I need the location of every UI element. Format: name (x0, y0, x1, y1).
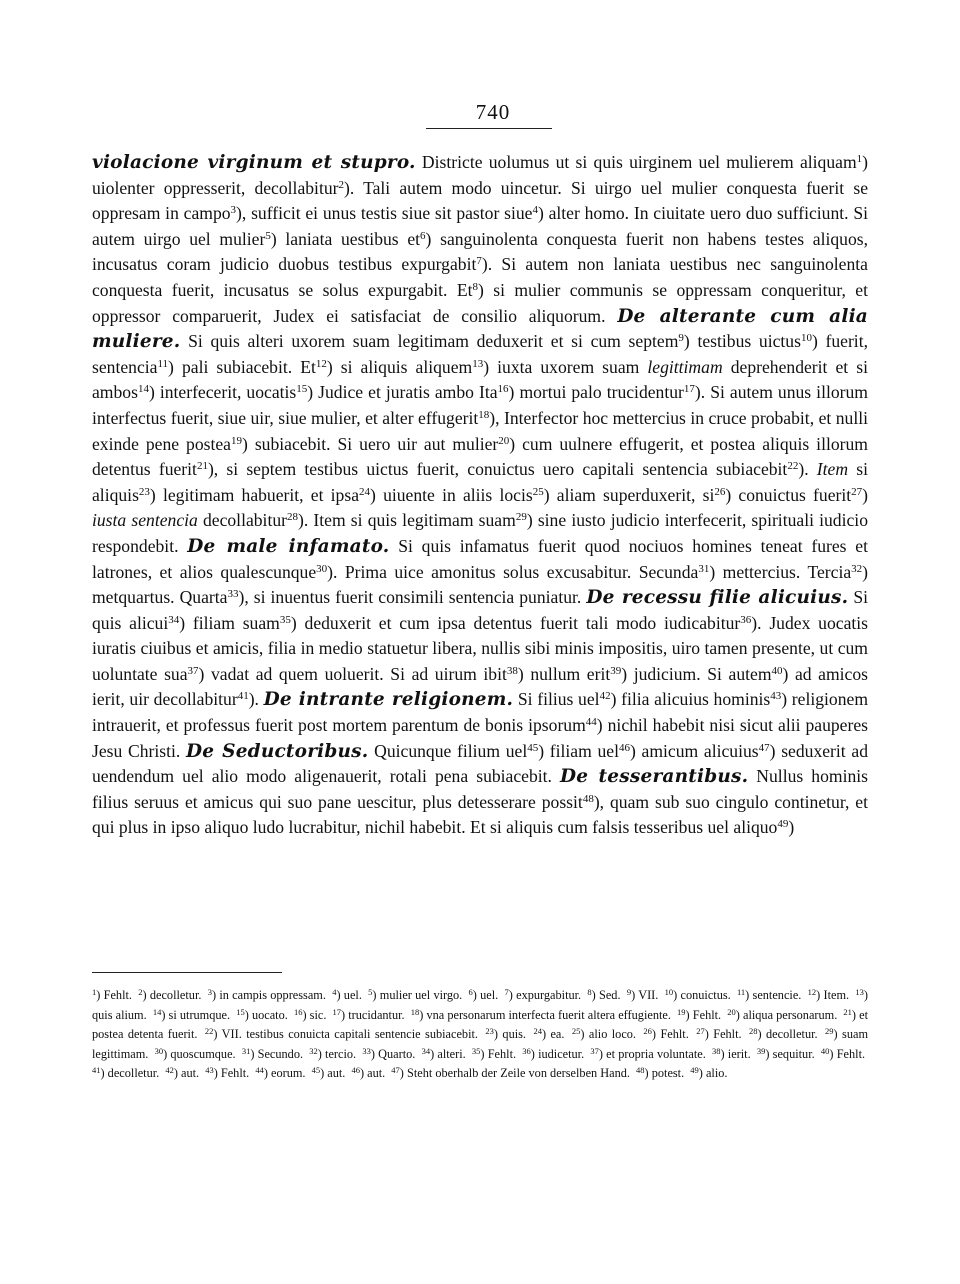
footnote-number: 42 (165, 1065, 174, 1076)
footnote-item: $^{25}$) alio loco. (571, 1026, 636, 1042)
footnote-item: $^{46}$) aut. (351, 1065, 386, 1081)
footnote-text: conuictus. (677, 988, 731, 1002)
footnote-text: VII. testibus conuicta capitali sentencie subiacebit. (217, 1027, 478, 1042)
footnote-text: si utrumque. (165, 1007, 231, 1022)
section-heading: De alterante cum alia muliere. (92, 305, 868, 353)
footnote-ref[interactable]: 44 (585, 716, 597, 729)
footnote-ref[interactable]: 12 (315, 357, 327, 370)
footnote-item: $^1$) Fehlt. (92, 987, 132, 1002)
footnote-text: expurgabitur. (512, 988, 582, 1002)
footnote-text: eorum. (267, 1066, 306, 1081)
text-run: . Item si quis legitimam suam (303, 510, 516, 531)
text-run: fuerit, sentencia (92, 331, 868, 377)
text-run: deprehenderit et si ambos (92, 356, 868, 403)
text-run: vadat ad quem uoluerit. Si ad uirum ibit (204, 663, 507, 684)
footnote-number: 17 (332, 1006, 342, 1017)
footnote-text: decolletur. (146, 988, 202, 1002)
footnote-item: $^8$) Sed. (587, 987, 621, 1002)
text-run: nichil habebit nisi sicut alii pauperes Jesu Christi. (92, 715, 868, 761)
footnote-number: 3 (207, 987, 212, 997)
footnote-text: ea. (546, 1027, 565, 1042)
text-run: Districte uolumus ut si quis uirginem uel mulierem aliquam (415, 152, 857, 172)
footnote-text: VII. (635, 988, 659, 1002)
footnote-text: Fehlt. (656, 1027, 689, 1042)
text-run: decollabitur (197, 510, 287, 531)
text-run: Nullus hominis filius seruus et amicus qui suo pane uescitur, plus detesserare possit (92, 766, 868, 812)
text-run: filiam uel (544, 740, 619, 761)
text-run: , quam sub suo cingulo continetur, et qui plus in ipso aliquo ludo lucrabitur, nichil habebit. Et si aliquis cum falsis tesseribus uel aliquo (92, 791, 868, 838)
footnote-text: Fehlt. (484, 1046, 517, 1061)
italic-run: Item (816, 459, 849, 480)
footnote-ref[interactable]: 21 (196, 460, 208, 473)
footnote-item: $^{37}$) et propria voluntate. (590, 1045, 706, 1061)
text-run: religionem intrauerit, et professus fuerit post mortem parentum de bonis ipsorum (92, 689, 869, 736)
footnote-number: 1 (92, 987, 97, 997)
footnote-text: suam legittimam. (92, 1027, 869, 1061)
footnote-text: et postea detenta fuerit. (92, 1007, 869, 1042)
text-run: . Tali autem modo uincetur. Si uirgo uel mulier conquesta fuerit se oppresam in campo (92, 177, 868, 224)
footnote-number: 8 (587, 987, 592, 997)
footnote-number: 37 (590, 1045, 599, 1056)
footnote-text: uocato. (248, 1007, 288, 1022)
section-heading: violacione virginum et stupro. (92, 152, 416, 173)
footnote-item: $^3$) in campis oppressam. (207, 987, 326, 1002)
footnote-ref[interactable]: 40 (771, 664, 783, 677)
footnote-number: 40 (820, 1045, 830, 1056)
footnote-ref[interactable]: 5 (265, 229, 271, 242)
footnote-item: $^{41}$) decolletur. (92, 1065, 160, 1081)
text-run: metquartus. Quarta (92, 587, 228, 608)
footnote-text: decolletur. (761, 1027, 818, 1042)
footnote-ref[interactable]: 28 (287, 511, 298, 524)
text-run: alter homo. In ciuitate uero duo sufficiunt. Si autem uirgo uel mulier (92, 203, 868, 249)
text-run: . Judex uocatis iuratis ciuibus et amicis, filia in medio statuetur libera, nullis sibi minis impositis, uiro tamen presente, ut cum uoluntate sua (92, 612, 869, 684)
text-run: sine iusto judicio interfecerit, spirituali iudicio respondebit. (92, 510, 868, 556)
footnote-number: 21 (843, 1006, 852, 1017)
footnote-number: 13 (855, 987, 864, 997)
footnote-ref[interactable]: 48 (582, 792, 594, 805)
footnote-item: $^{39}$) sequitur. (756, 1045, 815, 1061)
footnote-ref[interactable]: 42 (599, 690, 611, 703)
footnote-ref[interactable]: 13 (472, 357, 484, 370)
footnote-text: Fehlt. (833, 1046, 866, 1061)
footnote-ref[interactable]: 49 (777, 818, 789, 831)
footnote-item: $^{10}$) conuictus. (664, 987, 731, 1002)
footnote-ref[interactable]: 47 (758, 741, 770, 754)
text-run: . Si autem non laniata uestibus nec sanguinolenta conquesta fuerit, incusatus se solus expurgabit. Et (92, 254, 868, 300)
footnote-number: 41 (92, 1065, 101, 1076)
footnote-number: 10 (664, 987, 674, 997)
footnote-item: $^{29}$) suam legittimam. (92, 1026, 869, 1061)
footnote-ref[interactable]: 34 (168, 613, 180, 626)
footnote-number: 9 (626, 987, 632, 997)
text-run: Quicunque filium uel (368, 740, 528, 761)
text-run: aliam superduxerit, si (549, 484, 715, 505)
footnote-ref[interactable]: 37 (187, 664, 199, 677)
text-run: filia alicuius hominis (616, 689, 771, 710)
footnote-ref[interactable]: 23 (138, 485, 150, 498)
footnote-ref[interactable]: 10 (800, 332, 812, 345)
footnote-number: 20 (727, 1006, 736, 1017)
footnote-ref[interactable]: 2 (338, 178, 344, 191)
footnote-ref[interactable]: 43 (770, 690, 782, 703)
text-run: . (254, 689, 264, 710)
footnote-item: $^2$) decolletur. (138, 987, 202, 1002)
footnote-text: Secundo. (254, 1046, 304, 1061)
footnote-item: $^{17}$) trucidantur. (332, 1006, 405, 1022)
footnote-ref[interactable]: 22 (787, 460, 799, 473)
text-run: iuxta uxorem suam (489, 356, 648, 377)
footnote-text: alio loco. (584, 1027, 636, 1042)
footnote-number: 35 (471, 1045, 481, 1056)
footnote-number: 5 (368, 987, 373, 997)
footnote-item: $^{19}$) Fehlt. (677, 1006, 722, 1022)
footnote-text: aut. (364, 1066, 386, 1081)
footnote-text: Fehlt. (217, 1066, 250, 1081)
footnote-item: $^{31}$) Secundo. (241, 1045, 304, 1061)
footnote-ref[interactable]: 36 (740, 613, 752, 626)
text-run: cum uulnere effugerit, et postea aliquis illorum detentus fuerit (92, 433, 868, 480)
footnote-ref[interactable]: 35 (279, 613, 291, 626)
footnote-ref[interactable]: 27 (851, 485, 863, 498)
footnote-item: $^{33}$) Quarto. (362, 1045, 416, 1061)
footnote-number: 45 (311, 1065, 321, 1076)
footnote-item: $^{35}$) Fehlt. (471, 1045, 517, 1061)
footnote-number: 7 (504, 987, 509, 997)
footnote-item: $^{26}$) Fehlt. (643, 1026, 689, 1042)
footnote-item: $^{34}$) alteri. (421, 1045, 466, 1061)
text-run: si aliquis aliquem (332, 356, 473, 377)
footnote-item: $^{21}$) et postea detenta fuerit. (92, 1006, 869, 1042)
footnote-text: aut. (177, 1066, 200, 1081)
section-heading: De recessu filie alicuius. (586, 587, 849, 609)
section-heading: De tesserantibus. (560, 766, 749, 788)
footnote-number: 29 (825, 1026, 834, 1037)
footnote-ref[interactable]: 39 (610, 664, 622, 677)
text-run: Si quis infamatus fuerit quod nociuos homines teneat fures et latrones, et alios qualescunque (92, 535, 868, 582)
footnote-text: sentencie. (749, 988, 802, 1002)
footnote-text: Sed. (595, 988, 621, 1002)
footnote-number: 15 (236, 1006, 245, 1017)
footnote-item: $^{15}$) uocato. (236, 1006, 288, 1022)
footnote-ref[interactable]: 3 (230, 204, 237, 217)
text-run: , sufficit ei unus testis siue sit pastor siue (241, 203, 533, 224)
text-run: , si septem testibus uictus fuerit, conuictus uero capitali sentencia subiacebit (213, 459, 788, 480)
footnote-text: mulier uel virgo. (376, 988, 463, 1002)
footnote-item: $^{32}$) tercio. (309, 1045, 357, 1061)
footnote-item: $^{13}$) quis alium. (92, 987, 868, 1022)
footnote-item: $^{38}$) ierit. (711, 1045, 751, 1061)
footnote-item: $^{40}$) Fehlt. (820, 1045, 866, 1061)
footnote-item: $^6$) uel. (468, 987, 499, 1002)
footnote-ref[interactable]: 46 (618, 741, 630, 754)
text-run: ad amicos ierit, uir decollabitur (92, 663, 868, 710)
footnote-ref[interactable]: 19 (231, 434, 242, 447)
text-run: mortui palo trucidentur (514, 382, 684, 403)
footnote-ref[interactable]: 29 (515, 511, 527, 524)
text-run: interfecerit, uocatis (154, 382, 297, 403)
italic-run: iusta sentencia (92, 510, 198, 531)
text-run: . (804, 459, 817, 480)
footnote-list (92, 986, 868, 1084)
text-run: mettercius. Tercia (715, 561, 852, 582)
footnote-number: 46 (351, 1065, 360, 1076)
text-run: Si filius uel (513, 689, 600, 710)
footnote-item: $^{16}$) sic. (293, 1006, 327, 1022)
footnote-text: vna personarum interfecta fuerit altera effugiente. (423, 1007, 671, 1022)
footnote-number: 2 (138, 987, 143, 997)
footnote-number: 31 (241, 1045, 251, 1056)
text-run: Si quis alicui (92, 587, 868, 633)
footnote-item: $^{36}$) iudicetur. (522, 1045, 585, 1061)
footnote-item: $^{45}$) aut. (311, 1065, 346, 1081)
footnote-item: $^{12}$) Item. (807, 987, 850, 1002)
footnote-number: 22 (204, 1026, 214, 1037)
footnote-number: 34 (421, 1045, 431, 1056)
footnote-ref[interactable]: 38 (506, 664, 518, 677)
footnote-item: $^{27}$) Fehlt. (696, 1026, 742, 1042)
footnote-item: $^{11}$) sentencie. (736, 987, 802, 1002)
text-run: amicum alicuius (635, 740, 759, 761)
footnotes-block (92, 986, 868, 1084)
footnote-ref[interactable]: 15 (296, 383, 308, 396)
footnote-text: quoscumque. (167, 1046, 236, 1061)
footnote-text: decolletur. (104, 1066, 160, 1081)
text-run: . Prima uice amonitus solus excusabitur. Secunda (333, 561, 699, 582)
footnote-number: 44 (255, 1065, 264, 1076)
footnote-number: 49 (690, 1065, 699, 1076)
footnote-item: $^{22}$) VII. testibus conuicta capitali sentencie subiacebit. (204, 1026, 478, 1042)
footnote-text: alteri. (434, 1046, 466, 1061)
footnote-number: 14 (152, 1006, 162, 1017)
footnote-number: 38 (711, 1045, 721, 1056)
footnote-number: 18 (410, 1006, 420, 1017)
footnote-item: $^{42}$) aut. (165, 1065, 200, 1081)
footnote-text: Fehlt. (689, 1007, 722, 1022)
main-text (92, 150, 868, 841)
footnote-ref[interactable]: 26 (714, 485, 726, 498)
footnote-item: $^{43}$) Fehlt. (205, 1065, 250, 1081)
footnote-ref[interactable]: 8 (472, 280, 478, 293)
footnote-number: 28 (749, 1026, 758, 1037)
footnote-number: 36 (522, 1045, 531, 1056)
footnote-number: 26 (643, 1026, 652, 1037)
footnote-item: $^7$) expurgabitur. (504, 987, 582, 1002)
text-run: testibus uictus (689, 331, 801, 352)
footnote-number: 27 (696, 1026, 705, 1037)
footnote-ref[interactable]: 24 (359, 485, 371, 498)
footnote-text: tercio. (321, 1046, 357, 1061)
footnote-number: 4 (332, 987, 337, 997)
text-run: deduxerit et cum ipsa detentus fuerit tali modo iudicabitur (296, 612, 741, 633)
footnote-item: $^{24}$) ea. (533, 1026, 565, 1042)
section-heading: De male infamato. (187, 535, 390, 557)
text-run: , si inuentus fuerit consimili sentencia puniatur. (244, 587, 587, 608)
text-run: , Interfector hoc mettercius in cruce probabit, et nulli exinde pene postea (92, 407, 868, 454)
footnote-item: $^{18}$) vna personarum interfecta fuerit altera effugiente. (410, 1006, 671, 1022)
footnote-ref[interactable]: 18 (478, 408, 490, 421)
page-number: 740 (475, 100, 511, 124)
footnote-item: $^{14}$) si utrumque. (152, 1006, 231, 1022)
footnote-text: Quarto. (374, 1046, 416, 1061)
footnote-number: 48 (636, 1065, 645, 1076)
footnote-text: potest. (648, 1066, 685, 1081)
footnote-text: quis alium. (92, 1007, 147, 1022)
footnote-number: 6 (468, 987, 473, 997)
footnote-text: aut. (324, 1066, 346, 1081)
header-rule (426, 128, 552, 129)
footnote-item: $^{44}$) eorum. (255, 1065, 306, 1081)
text-run: uiolenter oppresserit, decollabitur (92, 177, 339, 198)
footnote-ref[interactable]: 33 (227, 588, 239, 601)
text-run: pali subiacebit. Et (173, 356, 316, 377)
text-run: seduxerit ad uendendum uel alio modo aligenauerit, rotali pena subiacebit. (92, 740, 868, 787)
footnote-ref[interactable]: 45 (527, 741, 539, 754)
text-run: judicium. Si autem (627, 663, 772, 684)
footnote-text: alio. (702, 1066, 728, 1081)
footnote-ref[interactable]: 7 (476, 255, 482, 268)
footnote-text: iudicetur. (534, 1046, 585, 1061)
footnote-number: 39 (756, 1045, 766, 1056)
footnote-text: sic. (306, 1007, 327, 1022)
text-run: sanguinolenta conquesta fuerit non habens testes aliquos, incusatus coram judicio duobus testibus expurgabit (92, 228, 869, 275)
paragraph: violacione virginum et stupro. Districte uolumus ut si quis uirginem uel mulierem aliquam$^1$) uiolenter oppresserit, decollabitur$^2$). Tali autem modo uincetur. Si uirgo uel mulier conquesta fuerit se oppresam in campo$^3$), sufficit ei unus testis siue sit pastor siue$^4$) alter homo. In ciuitate uero duo sufficiunt. Si autem uirgo uel mulier$^5$) laniata uestibus $et^6$) sanguinolenta conquesta fuerit non habens testes aliquos, incusatus coram judicio duobus testibus expurgabit$^7$). Si autem non laniata uestibus nec sanguinolenta conquesta fuerit, incusatus se solus expurgabit. Et$^8$) si mulier communis se oppressam conqueritur, et oppressor comparuerit, Judex ei satisfaciat de consilio aliquorum. De alterante cum alia muliere. Si quis alteri uxorem suam legitimam deduxerit et si cum septem$^9$) testibus uictus$^{10}$) fuerit, sentencia$^{11}$) pali subiacebit. Et$^{12}$) si aliquis aliquem$^{13}$) iuxta uxorem suam legittimam deprehenderit et si ambos$^{14}$) interfecerit, uocatis$^{15}$) Judice et juratis ambo Ita$^{16}$) mortui palo trucidentur$^{17}$). Si autem unus illorum interfectus fuerit, siue uir, siue mulier, et alter effugerit$^{18}$), Interfector hoc mettercius in cruce probabit, et nulli exinde pene postea$^{19}$) subiacebit. Si uero uir aut mulier$^{20}$) cum uulnere effugerit, et postea aliquis illorum detentus fuerit$^{21}$), si septem testibus uictus fuerit, conuictus uero capitali sentencia subiacebit$^{22}$). Item si aliquis$^{23}$) legitimam habuerit, et ipsa$^{24}$) uiuente in aliis locis$^{25}$) aliam superduxerit, $si^{26}$) conuictus fuerit$^{27}$) iusta sentencia decollabitur$^{28}$). Item si quis legitimam suam$^{29}$) sine iusto judicio interfecerit, spirituali iudicio respondebit. De male infamato. Si quis infamatus fuerit quod nociuos homines teneat fures et latrones, et alios qualescunque$^{30}$). Prima uice amonitus solus excusabitur. Secunda$^{31}$) mettercius. Tercia$^{32}$) metquartus. Quarta$^{33}$), si inuentus fuerit consimili sentencia puniatur. De recessu filie alicuius. Si quis alicui$^{34}$) filiam suam$^{35}$) deduxerit et cum ipsa detentus fuerit tali modo iudicabitur$^{36}$). Judex uocatis iuratis ciuibus et amicis, filia in medio statuetur libera, nullis sibi minis impositis, uiro tamen presente, ut cum uoluntate sua$^{37}$) vadat ad quem uoluerit. Si ad uirum ibit$^{38}$) nullum erit$^{39}$) judicium. Si autem$^{40}$) ad amicos ierit, uir decollabitur$^{41}$). De intrante religionem. Si filius uel$^{42}$) filia alicuius hominis$^{43}$) religionem intrauerit, et professus fuerit post mortem parentum de bonis ipsorum$^{44}$) nichil habebit nisi sicut alii pauperes Jesu Christi. De Seductoribus. Quicunque filium uel$^{45}$) filiam uel$^{46}$) amicum alicuius$^{47}$) seduxerit ad uendendum uel alio modo aligenauerit, rotali pena subiacebit. De tesserantibus. Nullus hominis filius seruus et amicus qui suo pane uescitur, plus detesserare possit$^{48}$), quam sub suo cingulo continetur, et qui plus in ipso aliquo ludo lucrabitur, nichil habebit. Et si aliquis cum falsis tesseribus uel aliquo$^{49}$) (92, 152, 869, 838)
footnote-number: 16 (293, 1006, 303, 1017)
footnote-ref[interactable]: 16 (497, 383, 509, 396)
footnote-ref[interactable]: 6 (420, 229, 426, 242)
footnote-ref[interactable]: 25 (532, 485, 544, 498)
footnote-item: $^4$) uel. (332, 987, 362, 1002)
footnote-text: Fehlt. (708, 1027, 742, 1042)
footnote-text: Item. (820, 988, 850, 1002)
footnote-text: sequitur. (769, 1046, 815, 1061)
footnote-number: 19 (677, 1006, 686, 1017)
footnote-ref[interactable]: 20 (498, 434, 510, 447)
footnote-item: $^{30}$) quoscumque. (154, 1045, 236, 1061)
footnote-item: $^5$) mulier uel virgo. (368, 987, 463, 1002)
footnote-text: quis. (498, 1027, 527, 1042)
text-run: legitimam habuerit, et ipsa (155, 484, 360, 505)
footnote-number: 47 (391, 1065, 400, 1076)
text-run: subiacebit. Si uero uir aut mulier (247, 433, 499, 454)
text-run: . Si autem unus illorum interfectus fuerit, siue uir, siue mulier, et alter effugerit (92, 382, 868, 428)
text-run: Si quis alteri uxorem suam legitimam deduxerit et si cum septem (180, 331, 679, 352)
text-run: nullum erit (523, 663, 611, 684)
section-heading: De intrante religionem. (263, 689, 514, 711)
text-run: si mulier communis se oppressam conqueritur, et oppressor comparuerit, Judex ei satisfaciat de consilio aliquorum. (92, 279, 868, 326)
footnote-text: et propria voluntate. (602, 1046, 706, 1061)
footnote-item: $^{28}$) decolletur. (749, 1026, 818, 1042)
footnote-number: 25 (571, 1026, 581, 1037)
text-run: filiam suam (185, 612, 280, 633)
footnote-text: in campis oppressam. (216, 988, 326, 1002)
footnote-ref[interactable]: 41 (237, 690, 249, 703)
footnote-ref[interactable]: 1 (856, 153, 863, 165)
footnote-ref[interactable]: 9 (678, 332, 684, 345)
text-run: conuictus fuerit (731, 484, 852, 505)
footnote-item: $^{47}$) Steht oberhalb der Zeile von derselben Hand. (391, 1065, 630, 1081)
footnote-number: 30 (154, 1045, 164, 1056)
footnote-ref[interactable]: 14 (137, 383, 149, 396)
footnote-item: $^{48}$) potest. (636, 1065, 685, 1081)
footnote-number: 32 (309, 1045, 318, 1056)
footnote-ref[interactable]: 11 (157, 357, 169, 370)
footnote-item: $^{49}$) alio. (690, 1065, 728, 1081)
text-run: si aliquis (92, 459, 869, 505)
text-run: uiuente in aliis locis (375, 484, 533, 505)
footnote-item: $^9$) VII. (626, 987, 659, 1002)
italic-run: legittimam (647, 356, 723, 377)
footnote-text: aliqua personarum. (739, 1007, 838, 1022)
footnote-text: uel. (476, 988, 499, 1002)
footnote-ref[interactable]: 31 (698, 562, 710, 575)
footnote-number: 23 (485, 1026, 494, 1037)
footnote-number: 11 (736, 987, 746, 997)
footnote-text: trucidantur. (345, 1007, 405, 1022)
footnote-number: 33 (362, 1045, 371, 1056)
footnote-ref[interactable]: 17 (683, 383, 695, 396)
footnote-item: $^{20}$) aliqua personarum. (727, 1006, 838, 1022)
footnote-number: 24 (533, 1026, 542, 1037)
footnote-text: Steht oberhalb der Zeile von derselben Hand. (403, 1066, 630, 1081)
footnote-number: 12 (807, 987, 817, 997)
footnote-ref[interactable]: 30 (316, 562, 328, 575)
footnote-ref[interactable]: 4 (532, 204, 538, 217)
section-heading: De Seductoribus. (186, 740, 369, 762)
footnote-text: ierit. (724, 1046, 751, 1061)
footnote-ref[interactable]: 32 (851, 562, 863, 575)
footnote-rule (92, 972, 282, 973)
text-run: laniata uestibus et (276, 228, 421, 249)
footnote-text: uel. (340, 988, 362, 1002)
text-run: Judice et juratis ambo Ita (313, 382, 498, 403)
footnote-number: 43 (205, 1065, 214, 1076)
footnote-item: $^{23}$) quis. (485, 1026, 527, 1042)
footnote-text: Fehlt. (100, 988, 132, 1002)
